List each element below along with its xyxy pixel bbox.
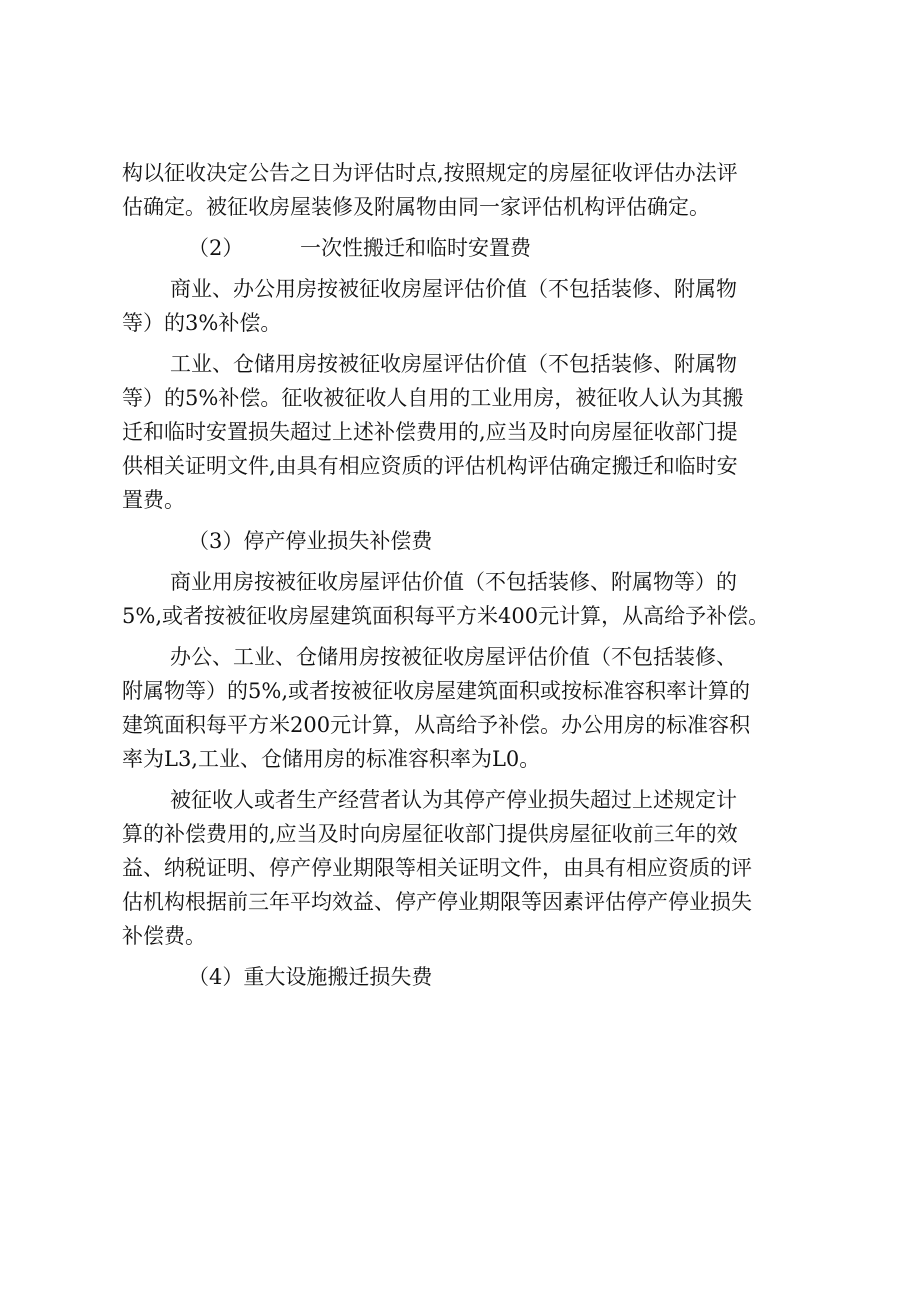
heading-title: 重大设施搬迁损失费 xyxy=(243,965,433,989)
paragraph-evaluation-basis xyxy=(122,156,810,224)
text-line: 商业用房按被征收房屋评估价值（不包括装修、附属物等）的 xyxy=(170,570,737,594)
text-line: 估确定。被征收房屋装修及附属物由同一家评估机构评估确定。 xyxy=(122,195,710,219)
heading-number: （3） xyxy=(188,529,244,553)
text-line: 建筑面积每平方米200元计算，从高给予补偿。办公用房的标准容积 xyxy=(122,713,751,737)
section-heading-2 xyxy=(122,231,810,265)
section-heading-3 xyxy=(122,524,810,558)
text-line: 益、纳税证明、停产停业期限等相关证明文件，由具有相应资质的评 xyxy=(122,856,752,880)
text-line: 供相关证明文件,由具有相应资质的评估机构评估确定搬迁和临时安 xyxy=(122,454,738,478)
text-line: 商业、办公用房按被征收房屋评估价值（不包括装修、附属物 xyxy=(170,277,737,301)
text-line: 补偿费。 xyxy=(122,924,206,948)
text-line: 5%,或者按被征收房屋建筑面积每平方米400元计算，从高给予补偿。 xyxy=(122,604,770,628)
text-line: 率为L3,工业、仓储用房的标准容积率为L0。 xyxy=(122,747,541,771)
paragraph-industrial-storage xyxy=(122,347,810,517)
section-heading-4 xyxy=(122,960,810,994)
text-line: 置费。 xyxy=(122,488,185,512)
text-line: 办公、工业、仓储用房按被征收房屋评估价值（不包括装修、 xyxy=(170,645,737,669)
text-line: 等）的5%补偿。征收被征收人自用的工业用房，被征收人认为其搬 xyxy=(122,386,744,410)
text-line: 构以征收决定公告之日为评估时点,按照规定的房屋征收评估办法评 xyxy=(122,161,738,185)
paragraph-office-industrial-compensation xyxy=(122,640,810,776)
text-line: 算的补偿费用的,应当及时向房屋征收部门提供房屋征收前三年的效 xyxy=(122,822,738,846)
text-line: 等）的3%补偿。 xyxy=(122,311,282,335)
document-body xyxy=(122,156,810,1001)
text-line: 附属物等）的5%,或者按被征收房屋建筑面积或按标准容积率计算的 xyxy=(122,679,750,703)
paragraph-loss-claims xyxy=(122,783,810,953)
heading-title: 停产停业损失补偿费 xyxy=(243,529,433,553)
text-line: 估机构根据前三年平均效益、停产停业期限等因素评估停产停业损失 xyxy=(122,890,752,914)
heading-title: 一次性搬迁和临时安置费 xyxy=(300,236,531,260)
heading-number: （4） xyxy=(188,965,244,989)
paragraph-commercial-office xyxy=(122,272,810,340)
text-line: 工业、仓储用房按被征收房屋评估价值（不包括装修、附属物 xyxy=(170,352,737,376)
text-line: 被征收人或者生产经营者认为其停产停业损失超过上述规定计 xyxy=(170,788,737,812)
text-line: 迁和临时安置损失超过上述补偿费用的,应当及时向房屋征收部门提 xyxy=(122,420,738,444)
heading-number: （2） xyxy=(188,236,244,260)
paragraph-commercial-compensation xyxy=(122,565,810,633)
